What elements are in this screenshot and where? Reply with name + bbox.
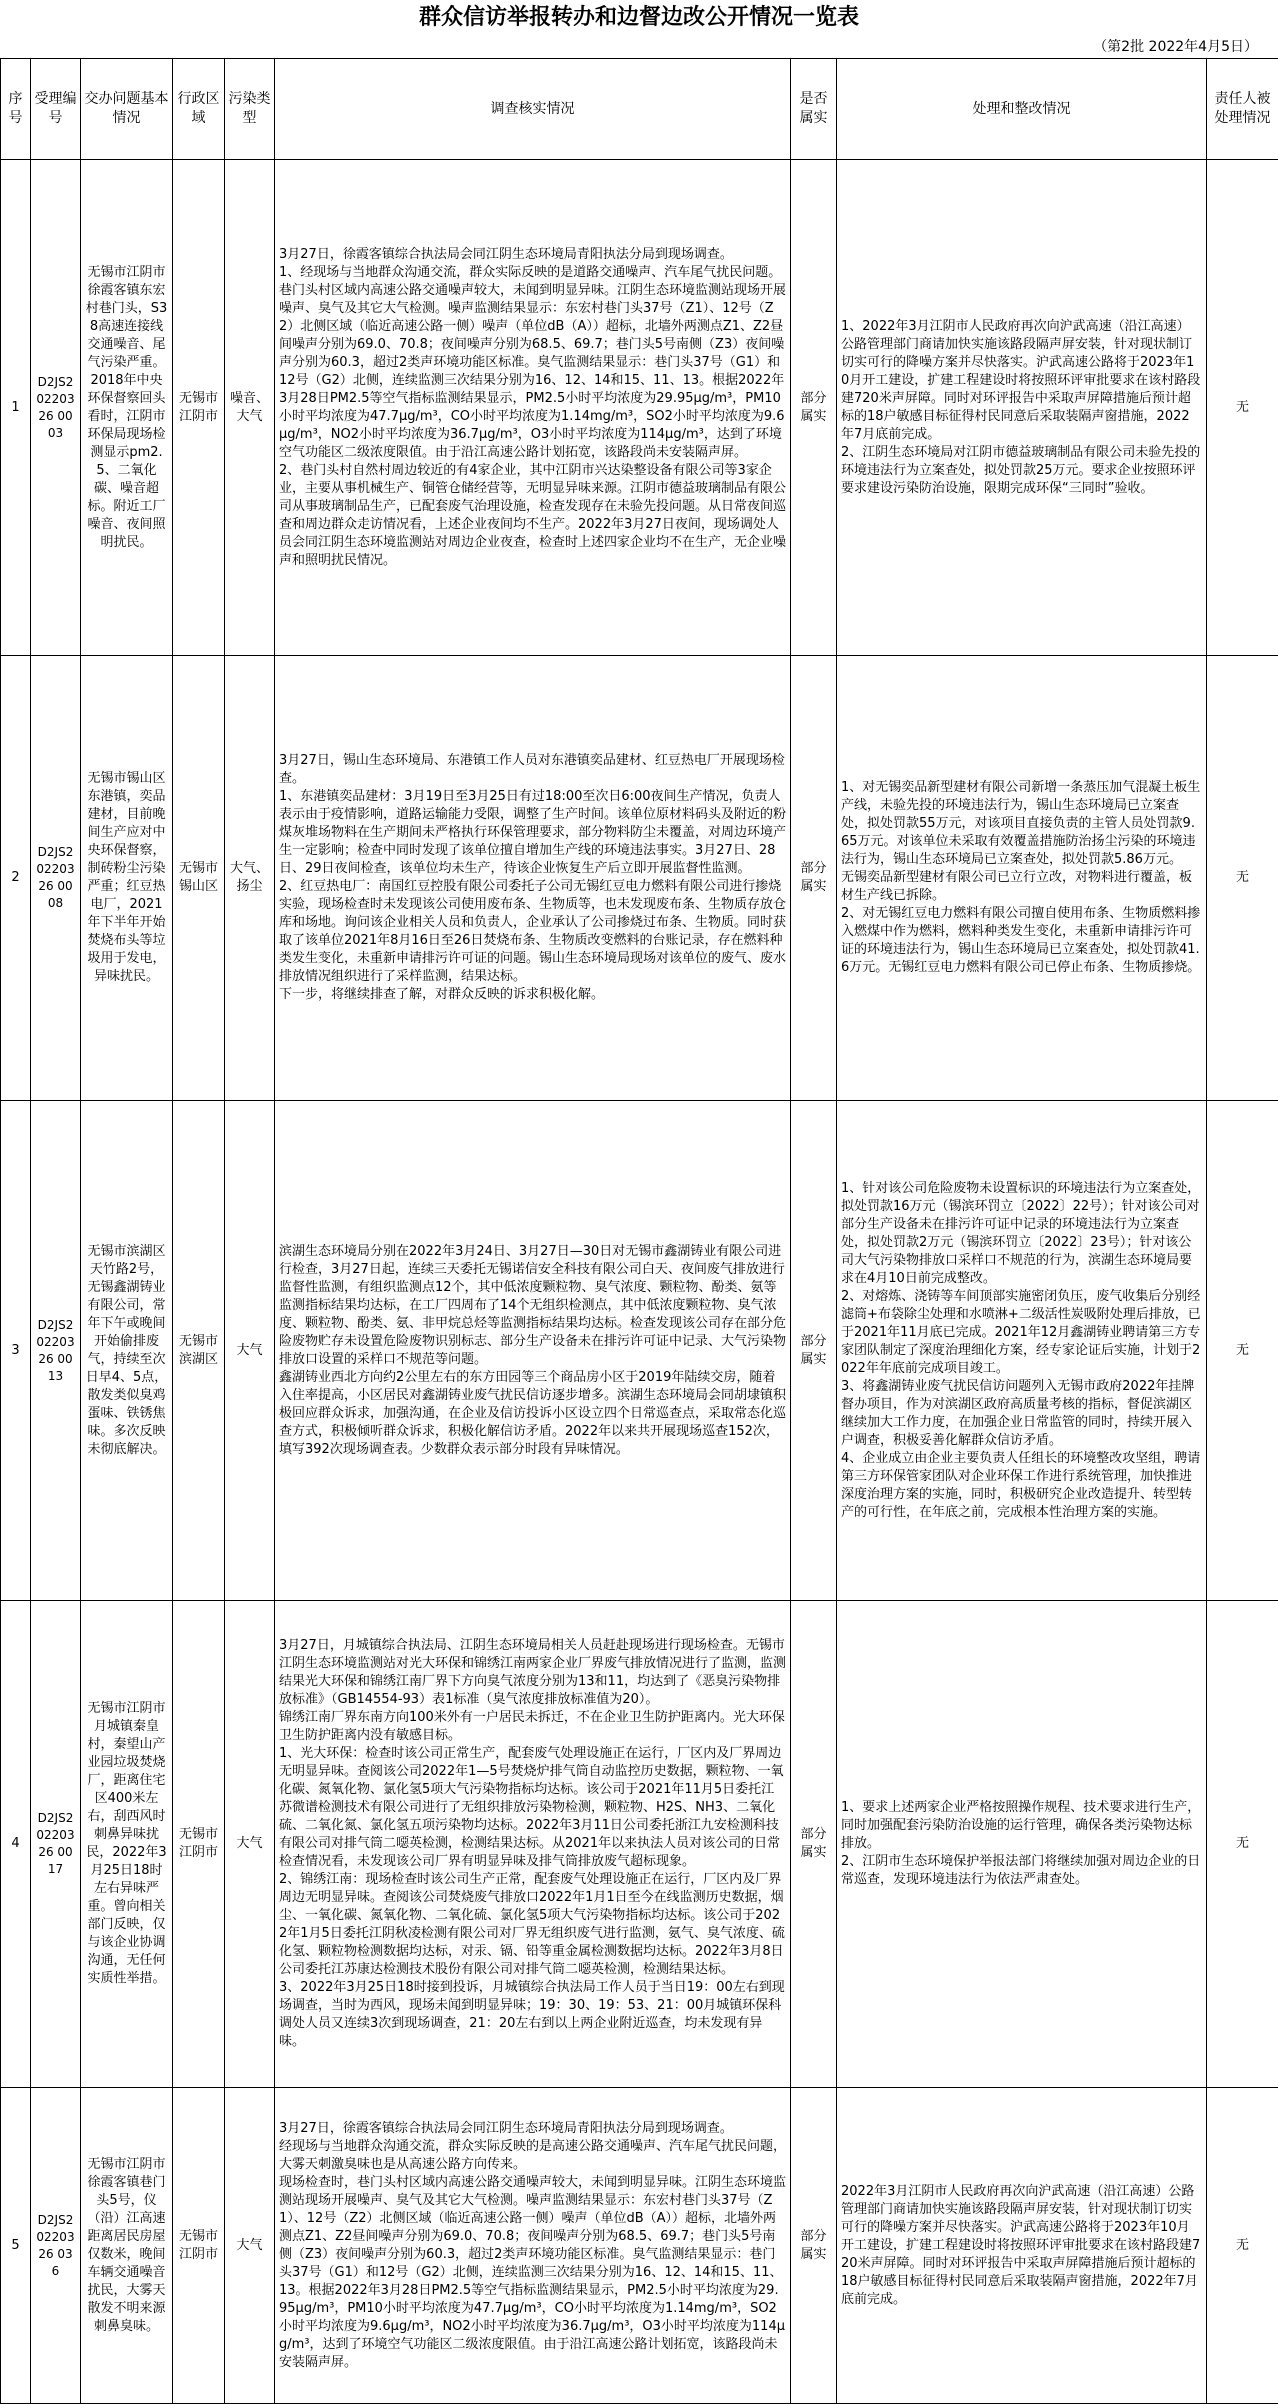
- complaints-table: [0, 58, 1278, 2404]
- header-accountability: 责任人被处理情况: [1207, 59, 1278, 160]
- row-pollution: 大气: [225, 1101, 275, 1601]
- row-handling: 1、针对该公司危险废物未设置标识的环境违法行为立案查处，拟处罚款16万元（锡滨环罚立〔2022〕22号）；针对该公司对部分生产设备未在排污许可证中记录的环境违法行为立案查处，拟处罚款2万元（锡滨环罚立〔2022〕23号）；针对该公司大气污染物排放口采样口不规范的行为，滨湖生态环境局要求在4月10日前完成整改。 2、对熔炼、浇铸等车间顶部实施密闭负压，废气收集后分别经滤筒+布袋除尘处理和水喷淋+二级活性炭吸附处理后排放，已于2021年11月底已完成。2021年12月鑫湖铸业聘请第三方专家团队制定了深度治理细化方案，经专家论证后实施，计划于2022年年底前完成项目竣工。 3、将鑫湖铸业废气扰民信访问题列入无锡市政府2022年挂牌督办项目，作为对滨湖区政府高质量考核的指标，督促滨湖区继续加大工作力度，在加强企业日常监管的同时，持续开展入户调查，积极妥善化解群众信访矛盾。 4、企业成立由企业主要负责人任组长的环境整改攻坚组，聘请第三方环保管家团队对企业环保工作进行系统管理，加快推进深度治理方案的实施，同时，积极研究企业改造提升、转型转产的可行性，在年底之前，完成根本性治理方案的实施。: [837, 1101, 1207, 1601]
- row-investigation: 滨湖生态环境局分别在2022年3月24日、3月27日—30日对无锡市鑫湖铸业有限公司进行检查，3月27日起，连续三天委托无锡诺信安全科技有限公司白天、夜间废气排放进行监督性监测，有组织监测点12个，其中低浓度颗粒物、臭气浓度、颗粒物、酚类、氨等监测指标结果均达标，在工厂四周布了14个无组织检测点，其中低浓度颗粒物、臭气浓度、颗粒物、酚类、氨、非甲烷总烃等监测指标结果均达标。检查发现该公司存在部分危险废物贮存未设置危险废物识别标志、部分生产设备未在排污许可证中记录、大气污染物排放口设置的采样口不规范等问题。 鑫湖铸业西北方向约2公里左右的东方田园等三个商品房小区于2019年陆续交房，随着入住率提高，小区居民对鑫湖铸业废气扰民信访逐步增多。滨湖生态环境局会同胡埭镇积极回应群众诉求，加强沟通，在企业及信访投诉小区设立四个日常巡查点，采取常态化巡查方式，积极倾听群众诉求，积极化解信访矛盾。2022年以来共开展现场巡查152次，填写392次现场调查表。少数群众表示部分时段有异味情况。: [275, 1101, 791, 1601]
- header-issue: 交办问题基本情况: [81, 59, 173, 160]
- row-accountability: 无: [1207, 1101, 1278, 1601]
- header-investigation: 调查核实情况: [275, 59, 791, 160]
- row-pollution: 大气: [225, 2088, 275, 2404]
- row-verified: 部分属实: [791, 1101, 837, 1601]
- header-row: [1, 59, 1278, 160]
- row-investigation: 3月27日，徐霞客镇综合执法局会同江阴生态环境局青阳执法分局到现场调查。 1、经现场与当地群众沟通交流，群众实际反映的是道路交通噪声、汽车尾气扰民问题。巷门头村区域内高速公路交通噪声较大，未闻到明显异味。江阴生态环境监测站现场开展噪声、臭气及其它大气检测。噪声监测结果显示：东宏村巷门头37号（Z1）、12号（Z2）北侧区域（临近高速公路一侧）噪声（单位dB（A））超标，北墙外两测点Z1、Z2昼间噪声分别为69.0、70.8；夜间噪声分别为68.5、69.7；巷门头5号南侧（Z3）夜间噪声分别为60.3，超过2类声环境功能区标准。臭气监测结果显示：巷门头37号（G1）和12号（G2）北侧，连续监测三次结果分别为16、12、14和15、11、13。根据2022年3月28日PM2.5等空气指标监测结果显示，PM2.5小时平均浓度为29.95μg/m³，PM10小时平均浓度为47.7μg/m³，CO小时平均浓度为1.14mg/m³，SO2小时平均浓度为9.6μg/m³，NO2小时平均浓度为36.7μg/m³，O3小时平均浓度为114μg/m³，达到了环境空气功能区二级浓度限值。由于沿江高速公路计划拓宽，该路段尚未安装隔声屏。 2、巷门头村自然村周边较近的有4家企业，其中江阴市兴达染整设备有限公司等3家企业，主要从事机械生产、铜管仓储经营等，无明显异味来源。江阴市德益玻璃制品有限公司从事玻璃制品生产，已配套废气治理设施，检查发现存在未验先投问题。从日常夜间巡查和周边群众走访情况看，上述企业夜间均不生产。2022年3月27日夜间，现场调处人员会同江阴生态环境监测站对周边企业夜查，检查时上述四家企业均不在生产，无企业噪声和照明扰民情况。: [275, 160, 791, 656]
- batch-date: （第2批 2022年4月5日）: [1093, 36, 1258, 58]
- table-row: [1, 1601, 1278, 2088]
- row-accountability: 无: [1207, 656, 1278, 1101]
- row-seq: 3: [1, 1101, 31, 1601]
- table-row: [1, 1101, 1278, 1601]
- row-issue: 无锡市江阴市徐霞客镇东宏村巷门头，S38高速连接线交通噪音、尾气污染严重。2018年中央环保督察回头看时，江阴市环保局现场检测显示pm2.5、二氧化碳、噪音超标。附近工厂噪音、夜间照明扰民。: [81, 160, 173, 656]
- row-issue: 无锡市锡山区东港镇，奕品建材，目前晚间生产应对中央环保督察，制砖粉尘污染严重；红豆热电厂，2021年下半年开始焚烧布头等垃圾用于发电，异味扰民。: [81, 656, 173, 1101]
- row-verified: 部分属实: [791, 656, 837, 1101]
- row-handling: 2022年3月江阴市人民政府再次向沪武高速（沿江高速）公路管理部门商请加快实施该路段隔声屏安装，针对现状制订切实可行的降噪方案并尽快落实。沪武高速公路将于2023年10月开工建设，扩建工程建设时将按照环评审批要求在该村路段建720米声屏障。同时对环评报告中采取声屏障措施后预计超标的18户敏感目标征得村民同意后采取装隔声窗措施，2022年7月底前完成。: [837, 2088, 1207, 2404]
- row-handling: 1、要求上述两家企业严格按照操作规程、技术要求进行生产，同时加强配套污染防治设施的运行管理，确保各类污染物达标排放。 2、江阴市生态环境保护举报法部门将继续加强对周边企业的日常巡查，发现环境违法行为依法严肃查处。: [837, 1601, 1207, 2088]
- header-verified: 是否属实: [791, 59, 837, 160]
- row-pollution: 大气: [225, 1601, 275, 2088]
- row-code: D2JS20220326 0013: [31, 1101, 81, 1601]
- row-investigation: 3月27日，月城镇综合执法局、江阴生态环境局相关人员赶赴现场进行现场检查。无锡市江阴生态环境监测站对光大环保和锦绣江南两家企业厂界废气排放情况进行了监测，监测结果光大环保和锦绣江南厂界下方向臭气浓度分别为13和11，均达到了《恶臭污染物排放标准》（GB14554-93）表1标准（臭气浓度排放标准值为20）。 锦绣江南厂界东南方向100米外有一户居民未拆迁，不在企业卫生防护距离内。光大环保卫生防护距离内没有敏感目标。 1、光大环保：检查时该公司正常生产，配套废气处理设施正在运行，厂区内及厂界周边无明显异味。查阅该公司2022年1—5号焚烧炉排气筒自动监控历史数据，颗粒物、一氧化碳、氮氧化物、氯化氢5项大气污染物指标均达标。该公司于2021年11月5日委托江苏微谱检测技术有限公司进行了无组织排放污染物检测，颗粒物、H2S、NH3、二氧化硫、二氧化氮、氯化氢五项污染物均达标。2022年3月11日公司委托浙江九安检测科技有限公司对排气筒二噁英检测，检测结果达标。从2021年以来执法人员对该公司的日常检查情况看，未发现该公司厂界有明显异味及排气筒排放废气超标现象。 2、锦绣江南：现场检查时该公司生产正常，配套废气处理设施正在运行，厂区内及厂界周边无明显异味。查阅该公司焚烧废气排放口2022年1月1日至今在线监测历史数据，烟尘、一氧化碳、氮氧化物、二氧化硫、氯化氢5项大气污染物指标均达标。该公司于2022年1月5日委托江阴秋凌检测有限公司对厂界无组织废气进行监测，氨气、臭气浓度、硫化氢、颗粒物检测数据均达标，对汞、镉、铅等重金属检测数据均达标。2022年3月8日公司委托江苏康达检测技术股份有限公司对排气筒二噁英检测，检测结果达标。 3、2022年3月25日18时接到投诉，月城镇综合执法局工作人员于当日19：00左右到现场调查，当时为西风，现场未闻到明显异味；19：30、19：53、21：00月城镇环保科调处人员又连续3次到现场调查，21：20左右到以上两企业附近巡查，均未发现有异味。: [275, 1601, 791, 2088]
- row-verified: 部分属实: [791, 160, 837, 656]
- page-title: 群众信访举报转办和边督边改公开情况一览表: [0, 0, 1278, 36]
- table-row: [1, 2088, 1278, 2404]
- row-seq: 2: [1, 656, 31, 1101]
- row-verified: 部分属实: [791, 1601, 837, 2088]
- row-pollution: 大气、扬尘: [225, 656, 275, 1101]
- header-region: 行政区域: [173, 59, 225, 160]
- row-pollution: 噪音、大气: [225, 160, 275, 656]
- row-region: 无锡市江阴市: [173, 1601, 225, 2088]
- row-region: 无锡市滨湖区: [173, 1101, 225, 1601]
- row-accountability: 无: [1207, 160, 1278, 656]
- header-handling: 处理和整改情况: [837, 59, 1207, 160]
- row-investigation: 3月27日，徐霞客镇综合执法局会同江阴生态环境局青阳执法分局到现场调查。 经现场与当地群众沟通交流，群众实际反映的是高速公路交通噪声、汽车尾气扰民问题，大雾天刺激臭味也是从高速公路方向传来。 现场检查时，巷门头村区域内高速公路交通噪声较大，未闻到明显异味。江阴生态环境监测站现场开展噪声、臭气及其它大气检测。噪声监测结果显示：东宏村巷门头37号（Z1）、12号（Z2）北侧区域（临近高速公路一侧）噪声（单位dB（A））超标，北墙外两测点Z1、Z2昼间噪声分别为69.0、70.8；夜间噪声分别为68.5、69.7；巷门头5号南侧（Z3）夜间噪声分别为60.3，超过2类声环境功能区标准。臭气监测结果显示：巷门头37号（G1）和12号（G2）北侧，连续监测三次结果分别为16、12、14和15、11、13。根据2022年3月28日PM2.5等空气指标监测结果显示，PM2.5小时平均浓度为29.95μg/m³，PM10小时平均浓度为47.7μg/m³，CO小时平均浓度为1.14mg/m³，SO2小时平均浓度为9.6μg/m³，NO2小时平均浓度为36.7μg/m³，O3小时平均浓度为114μg/m³，达到了环境空气功能区二级浓度限值。由于沿江高速公路计划拓宽，该路段尚未安装隔声屏。: [275, 2088, 791, 2404]
- row-region: 无锡市江阴市: [173, 2088, 225, 2404]
- row-code: D2JS20220326 0017: [31, 1601, 81, 2088]
- row-seq: 5: [1, 2088, 31, 2404]
- row-seq: 4: [1, 1601, 31, 2088]
- table-row: [1, 160, 1278, 656]
- row-code: D2JS20220326 0003: [31, 160, 81, 656]
- row-accountability: 无: [1207, 1601, 1278, 2088]
- row-code: D2JS20220326 036: [31, 2088, 81, 2404]
- row-verified: 部分属实: [791, 2088, 837, 2404]
- row-investigation: 3月27日，锡山生态环境局、东港镇工作人员对东港镇奕品建材、红豆热电厂开展现场检查。 1、东港镇奕品建材：3月19日至3月25日有过18:00至次日6:00夜间生产情况，负责人表示由于疫情影响，道路运输能力受限，调整了生产时间。该单位原材料码头及附近的粉煤灰堆场物料在生产期间未严格执行环保管理要求，部分物料防尘未覆盖，对周边环境产生一定影响；检查中同时发现了该单位擅自增加生产线的环境违法事实。3月27日、28日、29日夜间检查，该单位均未生产，待该企业恢复生产后立即开展监督性监测。 2、红豆热电厂：南国红豆控股有限公司委托子公司无锡红豆电力燃料有限公司进行掺烧实验，现场检查时未发现该公司使用废布条、生物质等，也未发现废布条、生物质存放仓库和场地。询问该企业相关人员和负责人，企业承认了公司掺烧过布条、生物质。同时获取了该单位2021年8月16日至26日焚烧布条、生物质改变燃料的台账记录，存在燃料种类发生变化，未重新申请排污许可证的问题。锡山生态环境局现场对该单位的废气、废水排放情况组织进行了采样监测，结果达标。 下一步，将继续排查了解，对群众反映的诉求积极化解。: [275, 656, 791, 1101]
- header-pollution: 污染类型: [225, 59, 275, 160]
- row-region: 无锡市锡山区: [173, 656, 225, 1101]
- header-code: 受理编号: [31, 59, 81, 160]
- row-issue: 无锡市江阴市月城镇秦皇村，秦望山产业园垃圾焚烧厂，距离住宅区400米左右，刮西风时刺鼻异味扰民，2022年3月25日18时左右异味严重。曾向相关部门反映，仅与该企业协调沟通，无任何实质性举措。: [81, 1601, 173, 2088]
- row-region: 无锡市江阴市: [173, 160, 225, 656]
- row-handling: 1、2022年3月江阴市人民政府再次向沪武高速（沿江高速）公路管理部门商请加快实施该路段隔声屏安装，针对现状制订切实可行的降噪方案并尽快落实。沪武高速公路将于2023年10月开工建设，扩建工程建设时将按照环评审批要求在该村路段建720米声屏障。同时对环评报告中采取声屏障措施后预计超标的18户敏感目标征得村民同意后采取装隔声窗措施，2022年7月底前完成。 2、江阴生态环境局对江阴市德益玻璃制品有限公司未验先投的环境违法行为立案查处，拟处罚款25万元。要求企业按照环评要求建设污染防治设施，限期完成环保“三同时”验收。: [837, 160, 1207, 656]
- header-seq: 序号: [1, 59, 31, 160]
- row-issue: 无锡市滨湖区天竹路2号，无锡鑫湖铸业有限公司，常年下午或晚间开始偷排废气，持续至次日早4、5点，散发类似臭鸡蛋味、铁锈焦味。多次反映未彻底解决。: [81, 1101, 173, 1601]
- row-handling: 1、对无锡奕品新型建材有限公司新增一条蒸压加气混凝土板生产线，未验先投的环境违法行为，锡山生态环境局已立案查处，拟处罚款55万元，对该项目直接负责的主管人员处罚款9.65万元。对该单位未采取有效覆盖措施防治扬尘污染的环境违法行为，锡山生态环境局已立案查处，拟处罚款5.86万元。 无锡奕品新型建材有限公司已立行立改，对物料进行覆盖，板材生产线已拆除。 2、对无锡红豆电力燃料有限公司擅自使用布条、生物质燃料掺入燃煤中作为燃料，燃料种类发生变化，未重新申请排污许可证的环境违法行为，锡山生态环境局已立案查处，拟处罚款41.6万元。无锡红豆电力燃料有限公司已停止布条、生物质掺烧。: [837, 656, 1207, 1101]
- table-row: [1, 656, 1278, 1101]
- row-code: D2JS20220326 0008: [31, 656, 81, 1101]
- row-issue: 无锡市江阴市徐霞客镇巷门头5号，仪（沿）江高速距离居民房屋仅数米，晚间车辆交通噪音扰民，大雾天散发不明来源刺鼻臭味。: [81, 2088, 173, 2404]
- row-accountability: 无: [1207, 2088, 1278, 2404]
- row-seq: 1: [1, 160, 31, 656]
